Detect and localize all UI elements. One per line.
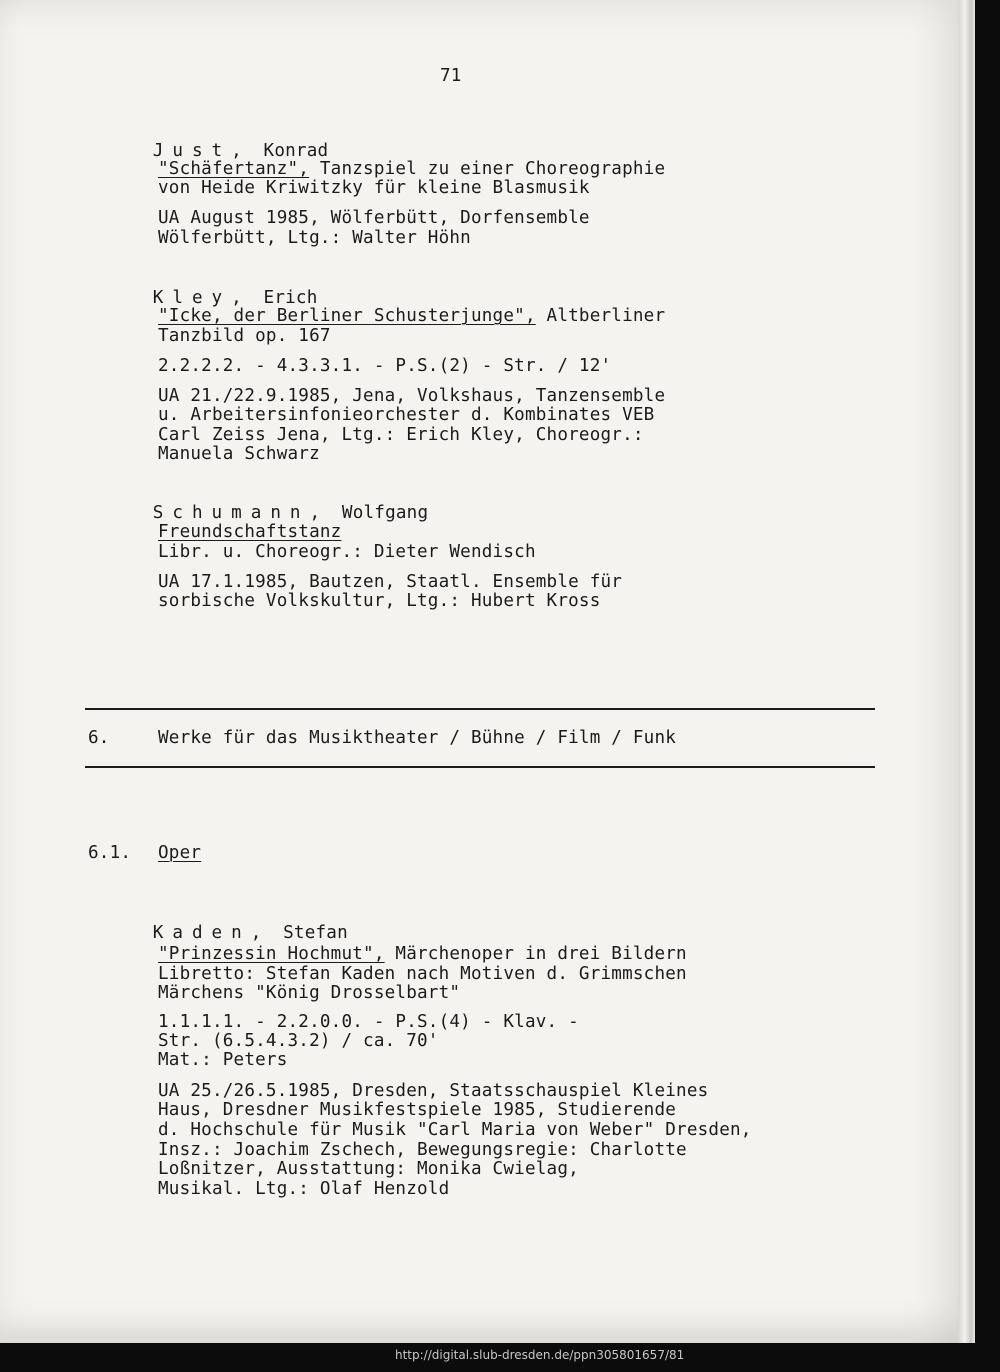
page-number: 71 bbox=[440, 66, 462, 86]
work-description: Libr. u. Choreogr.: Dieter Wendisch bbox=[158, 542, 536, 562]
source-url[interactable]: http://digital.slub-dresden.de/ppn305801657/81 bbox=[395, 1348, 685, 1362]
work-subtitle: Tanzspiel zu einer Choreographie bbox=[309, 159, 666, 179]
work-subtitle: Märchenoper in drei Bildern bbox=[384, 944, 687, 964]
premiere-line: Loßnitzer, Ausstattung: Monika Cwielag, bbox=[158, 1159, 579, 1179]
premiere-line: UA 25./26.5.1985, Dresden, Staatsschauspiel Kleines bbox=[158, 1081, 709, 1101]
work-title-line bbox=[158, 944, 687, 964]
work-description: von Heide Kriwitzky für kleine Blasmusik bbox=[158, 178, 590, 198]
composer-last-name: Just bbox=[152, 141, 232, 161]
premiere-line: sorbische Volkskultur, Ltg.: Hubert Kross bbox=[158, 591, 601, 611]
work-title: "Schäfertanz", bbox=[158, 159, 310, 179]
composer-first-name: Konrad bbox=[263, 141, 329, 161]
premiere-line: Carl Zeiss Jena, Ltg.: Erich Kley, Choreogr.: bbox=[158, 425, 644, 445]
premiere-line: Insz.: Joachim Zschech, Bewegungsregie: Charlotte bbox=[158, 1140, 687, 1160]
scoring-line: Str. (6.5.4.3.2) / ca. 70' bbox=[158, 1031, 439, 1051]
work-title-line bbox=[158, 306, 665, 326]
premiere-line: UA 21./22.9.1985, Jena, Volkshaus, Tanzensemble bbox=[158, 386, 666, 406]
composer-first-name: Erich bbox=[263, 288, 318, 308]
section-rule-bottom bbox=[85, 766, 875, 768]
publisher-line: Mat.: Peters bbox=[158, 1050, 288, 1070]
work-title: "Prinzessin Hochmut", bbox=[158, 944, 385, 964]
composer-last-name: Schumann bbox=[152, 503, 310, 523]
work-title-line bbox=[158, 159, 665, 179]
work-title: Freundschaftstanz bbox=[158, 522, 342, 542]
page-edge bbox=[958, 0, 975, 1343]
composer-last-name: Kaden bbox=[152, 923, 251, 943]
composer-name: Just, Konrad bbox=[152, 141, 329, 161]
premiere-line: u. Arbeitersinfonieorchester d. Kombinates VEB bbox=[158, 405, 655, 425]
premiere-line: UA August 1985, Wölferbütt, Dorfensemble bbox=[158, 208, 590, 228]
section-heading: Werke für das Musiktheater / Bühne / Film / Funk bbox=[158, 728, 677, 748]
premiere-line: Musikal. Ltg.: Olaf Henzold bbox=[158, 1179, 450, 1199]
work-subtitle: Altberliner bbox=[535, 306, 666, 326]
subsection-heading: Oper bbox=[158, 843, 202, 863]
composer-name: Schumann, Wolfgang bbox=[152, 503, 429, 523]
work-title: "Icke, der Berliner Schusterjunge", bbox=[158, 306, 536, 326]
scoring-line: 1.1.1.1. - 2.2.0.0. - P.S.(4) - Klav. - bbox=[158, 1012, 579, 1032]
composer-last-name: Kley bbox=[152, 288, 232, 308]
premiere-line: Haus, Dresdner Musikfestspiele 1985, Studierende bbox=[158, 1100, 677, 1120]
premiere-line: Manuela Schwarz bbox=[158, 444, 320, 464]
subsection-number: 6.1. bbox=[88, 843, 132, 863]
premiere-line: d. Hochschule für Musik "Carl Maria von Weber" Dresden, bbox=[158, 1120, 752, 1140]
libretto-line: Libretto: Stefan Kaden nach Motiven d. Grimmschen bbox=[158, 964, 687, 984]
section-number: 6. bbox=[88, 728, 110, 748]
section-rule-top bbox=[85, 708, 875, 710]
libretto-line: Märchens "König Drosselbart" bbox=[158, 983, 461, 1003]
composer-name: Kaden, Stefan bbox=[152, 923, 348, 943]
scoring-line: 2.2.2.2. - 4.3.3.1. - P.S.(2) - Str. / 12' bbox=[158, 356, 612, 376]
work-description: Tanzbild op. 167 bbox=[158, 326, 331, 346]
composer-first-name: Wolfgang bbox=[341, 503, 429, 523]
composer-first-name: Stefan bbox=[283, 923, 348, 943]
premiere-line: UA 17.1.1985, Bautzen, Staatl. Ensemble für bbox=[158, 572, 623, 592]
composer-name: Kley, Erich bbox=[152, 288, 318, 308]
premiere-line: Wölferbütt, Ltg.: Walter Höhn bbox=[158, 228, 471, 248]
